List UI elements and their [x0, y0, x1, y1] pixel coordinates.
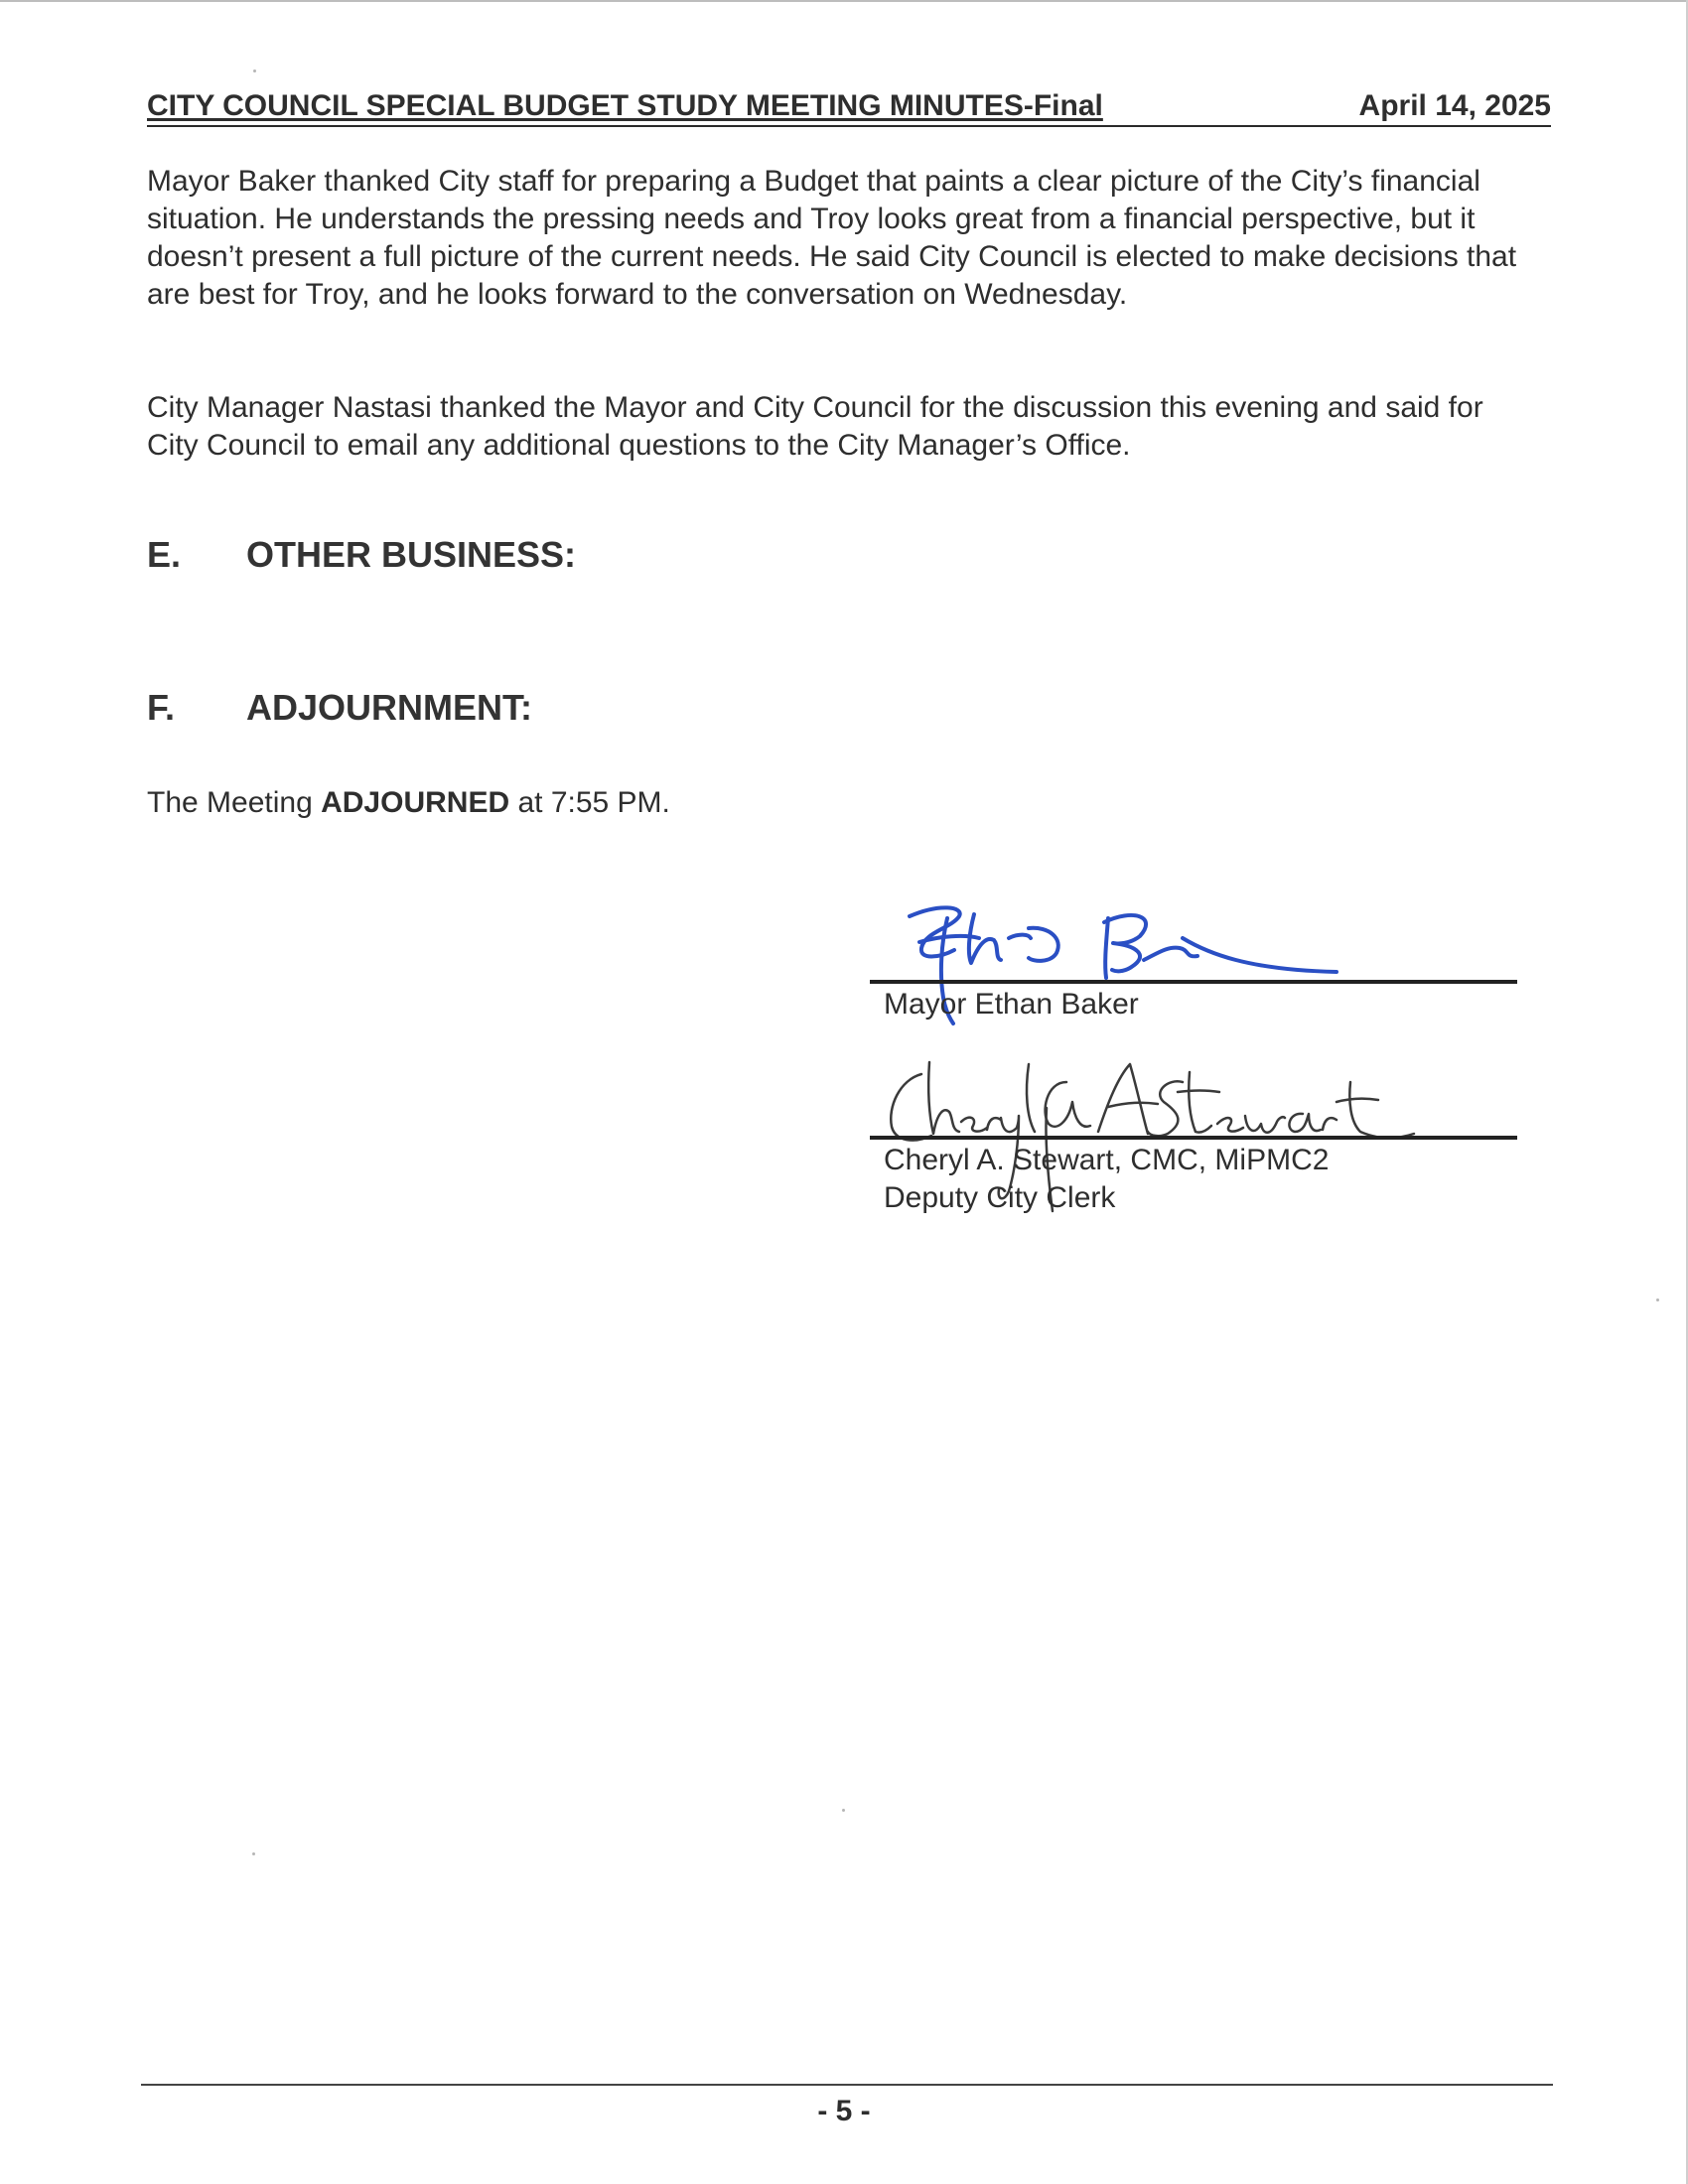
- adjournment-keyword: ADJOURNED: [321, 786, 510, 819]
- section-title: OTHER BUSINESS:: [246, 534, 577, 575]
- scan-speck: [252, 1852, 255, 1855]
- clerk-title-line: Deputy City Clerk: [884, 1181, 1116, 1214]
- paragraph-mayor-remarks: Mayor Baker thanked City staff for preparing a Budget that paints a clear picture of the City’s financial situation. He understands the pressing needs and Troy looks great from a financial perspective, but it doesn’t present a full picture of the current needs. He said City Council is elected to make decisions that are best for Troy, and he looks forward to the conversation on Wednesday.: [147, 165, 1517, 311]
- section-adjournment: [147, 687, 532, 729]
- meeting-date: April 14, 2025: [1358, 89, 1551, 122]
- page-number: - 5 -: [817, 2095, 871, 2127]
- section-letter: E.: [147, 534, 182, 575]
- mayor-name: Mayor Ethan Baker: [884, 988, 1139, 1021]
- scan-speck: [842, 1809, 845, 1812]
- clerk-name-line: Cheryl A. Stewart, CMC, MiPMC2: [884, 1144, 1330, 1176]
- page-header: [147, 85, 1551, 127]
- section-title: ADJOURNMENT:: [246, 687, 532, 728]
- section-letter: F.: [147, 687, 176, 728]
- paragraph-city-manager-remarks: City Manager Nastasi thanked the Mayor and City Council for the discussion this evening and said for City Council to email any additional questions to the City Manager’s Office.: [147, 391, 1483, 462]
- signature-line: [870, 980, 1517, 984]
- clerk-name: [884, 1142, 1329, 1217]
- footer-rule: [141, 2084, 1553, 2086]
- adjournment-statement: [147, 786, 670, 820]
- signature-line: [870, 1136, 1517, 1140]
- adjournment-prefix: The Meeting: [147, 786, 322, 819]
- document-title: CITY COUNCIL SPECIAL BUDGET STUDY MEETING MINUTES-Final: [147, 89, 1103, 122]
- scan-speck: [1656, 1298, 1659, 1301]
- scan-speck: [253, 69, 256, 72]
- section-other-business: [147, 534, 576, 576]
- scan-edge-top: [0, 0, 1688, 2]
- adjournment-suffix: at 7:55 PM.: [509, 786, 670, 819]
